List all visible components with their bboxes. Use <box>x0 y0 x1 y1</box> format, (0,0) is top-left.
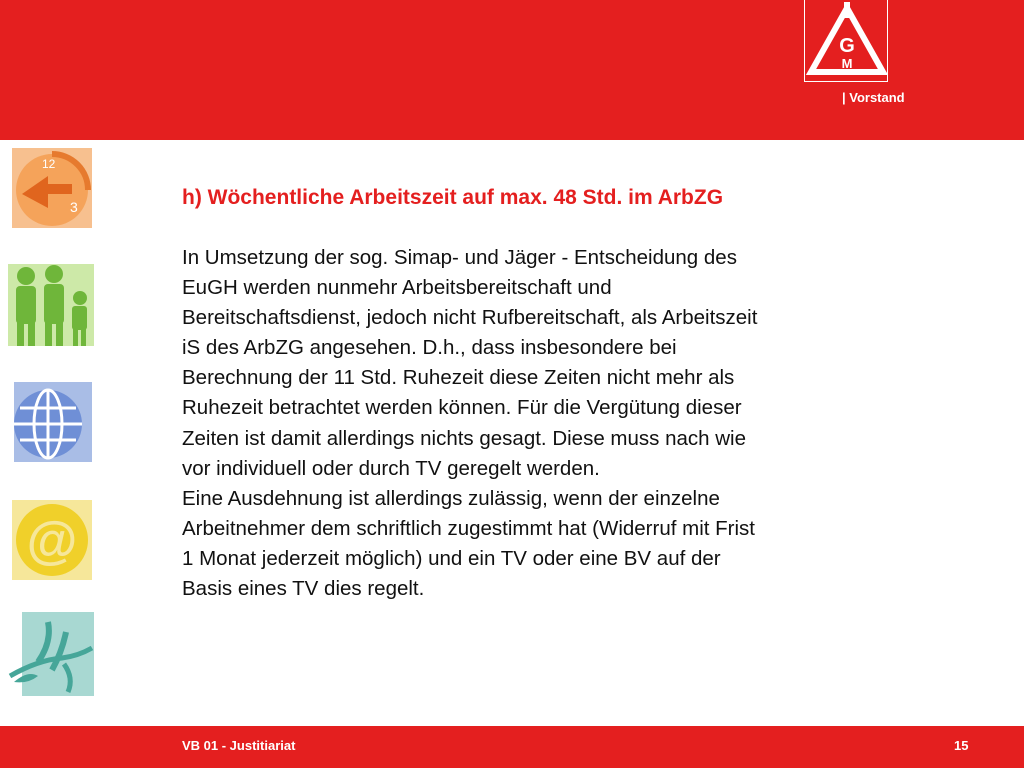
body-line: In Umsetzung der sog. Simap- und Jäger - Entscheidung des <box>182 246 737 269</box>
family-icon <box>8 262 94 348</box>
globe-icon <box>8 380 94 466</box>
body-line: Berechnung der 11 Std. Ruhezeit diese Zeiten nicht mehr als <box>182 366 735 390</box>
svg-text:@: @ <box>26 512 78 570</box>
clock-icon <box>8 146 94 232</box>
header-bar <box>0 0 1024 140</box>
footer-bar <box>0 726 1024 768</box>
body-line: vor individuell oder durch TV geregelt werden. <box>182 456 600 480</box>
slide-body <box>182 243 942 604</box>
body-line: Eine Ausdehnung ist allerdings zulässig, wenn der einzelne <box>182 486 720 510</box>
body-line: Zeiten ist damit allerdings nichts gesagt. Diese muss nach wie <box>182 426 747 450</box>
body-line: iS des ArbZG angesehen. D.h., dass insbesondere bei <box>182 336 677 360</box>
body-line: 1 Monat jederzeit möglich) und ein TV oder eine BV auf der <box>182 546 721 570</box>
body-line: EuGH werden nunmehr Arbeitsbereitschaft und <box>182 276 612 300</box>
org-label: | Vorstand <box>842 90 905 105</box>
svg-text:3: 3 <box>70 199 78 215</box>
igm-logo <box>804 0 888 82</box>
body-line: Arbeitnehmer dem schriftlich zugestimmt hat (Widerruf mit Frist <box>182 516 755 540</box>
at-sign-icon <box>8 498 94 584</box>
body-line: Ruhezeit betrachtet werden können. Für die Vergütung dieser <box>182 396 742 420</box>
svg-text:M: M <box>841 56 853 71</box>
footer-department: VB 01 - Justitiariat <box>182 738 296 753</box>
plant-icon <box>8 612 94 698</box>
slide-title: h) Wöchentliche Arbeitszeit auf max. 48 Std. im ArbZG <box>182 186 724 209</box>
body-line: Basis eines TV dies regelt. <box>182 577 425 601</box>
body-line: Bereitschaftsdienst, jedoch nicht Rufbereitschaft, als Arbeitszeit <box>182 306 758 330</box>
svg-text:G: G <box>839 35 855 57</box>
page-number: 15 <box>954 738 969 753</box>
svg-text:12: 12 <box>42 157 56 171</box>
